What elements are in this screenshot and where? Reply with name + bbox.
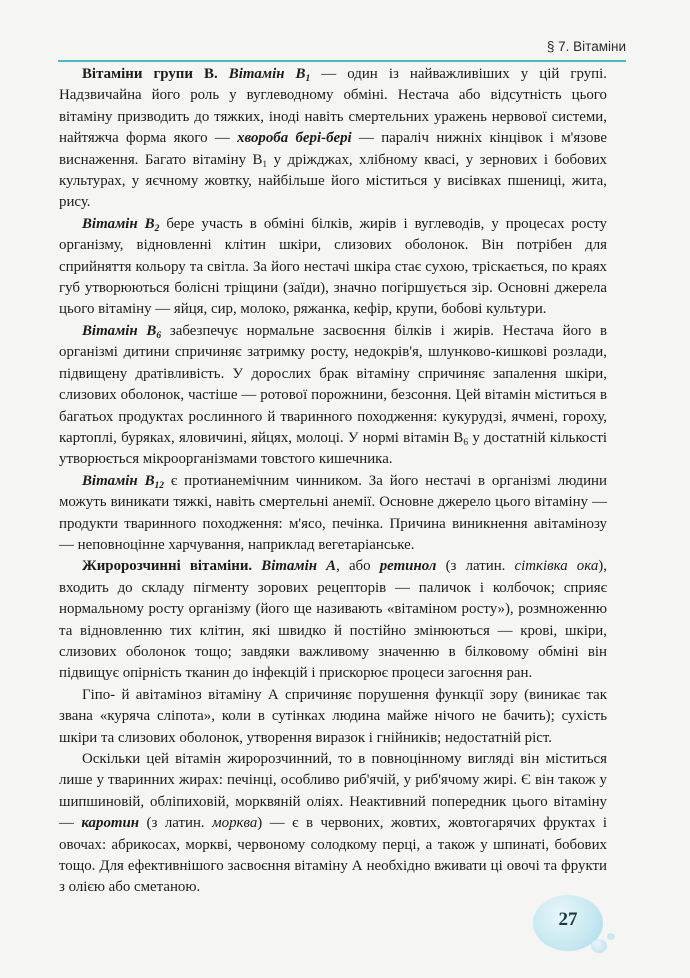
term-carotene: каротин <box>81 815 140 832</box>
bubble-dot-small <box>607 933 615 940</box>
paragraph-vitamin-a: Жиророзчинні вітаміни. Вітамін А, або ретинол (з латин. сітківка ока), входить до складу пігменту зорових рецепторів — паличок і колбочок; сприяє нормальному росту організму (його ще називають «вітаміном росту»), розмноженню та відновленню тих клітин, які швидко й постійно змінюються — крові, шкіри, слизових оболонок тощо; завдяки важливому значенню в білковому обміні він підвищує опірність тканин до інфекцій і прискорює процеси загоєння ран. <box>59 558 607 682</box>
term-beriberi: хвороба бері-бері <box>237 130 352 147</box>
term-vitamin-b6: Вітамін $В_6$ <box>82 322 162 341</box>
heading-fat-soluble: Жиророзчинні вітаміни. <box>82 558 253 575</box>
paragraph-hypovitaminosis-a: Гіпо- й авітаміноз вітаміну А спричиняє порушення функції зору (виникає так звана «куряча сліпота», коли в сутінках людина майже нічого не бачить); сухість шкіри та слизових оболонок, утворення виразок і гнійників; недостатній ріст. <box>59 686 607 746</box>
paragraph-vitamin-b2: Вітамін $В_2$ бере участь в обміні білків, жирів і вуглеводів, у процесах росту організму, відновленні клітин шкіри, слизових оболонок. Він потрібен для сприйняття кольору та світла. За його нестачі шкіра стає сухою, тріскається, по краях губ утворюються болісні тріщини (заїди), значно погіршується зір. Основні джерела цього вітаміну — яйця, сир, молоко, ряжанка, кефір, крупи, бобові культури. <box>59 215 607 318</box>
latin-gloss-carrot: морква <box>212 815 258 832</box>
page-content <box>59 64 607 899</box>
page-number: 27 <box>558 909 578 930</box>
bubble-dot <box>591 939 607 953</box>
term-retinol: ретинол <box>379 558 437 575</box>
latin-gloss-retina: сітківка ока <box>514 558 599 575</box>
paragraph-carotene: Оскільки цей вітамін жиророзчинний, то в повноцінному вигляді він міститься лише у тваринних жирах: печінці, особливо риб'ячій, у риб'ячому жирі. Є він також у шипшиновій, обліпиховій, морквяній оліях. Неактивний попередник цього вітаміну — каротин (з латин. морква) — є в червоних, жовтих, жовтогарячих фруктах і овочах: абрикосах, моркві, червоному солодкому перці, а також у шпинаті, бобових тощо. Для ефективнішого засвоєння вітаміну А необхідно вживати ці овочі та фрукти з олією або сметаною. <box>59 751 607 896</box>
term-vitamin-b2: Вітамін $В_2$ <box>82 215 160 234</box>
page-number-badge <box>533 895 603 951</box>
heading-b-group: Вітаміни групи В. <box>82 66 218 82</box>
page-header <box>58 38 626 58</box>
paragraph-vitamin-b1: Вітаміни групи В. Вітамін $В_1$ — один із найважливіших у цій групі. Надзвичайна його роль у вуглеводному обміні. Нестача або відсутність цього вітаміну призводить до тяжких, іноді навіть смертельних уражень нервової системи, найтяжча форма якого — хвороба бері-бері — параліч нижніх кінцівок і м'язове виснаження. Багато вітаміну $В_1$ у дріжджах, хлібному квасі, у зернових і бобових культурах, у яєчному жовтку, найбільше його міститься у висівках пшениці, жита, рису. <box>59 66 608 211</box>
header-divider <box>58 60 626 62</box>
paragraph-vitamin-b6: Вітамін $В_6$ забезпечує нормальне засвоєння білків і жирів. Нестача його в організмі дитини спричиняє затримку росту, недокрів'я, шлунково-кишкові розлади, підвищену дратівливість. У дорослих брак вітаміну спричиняє запалення шкіри, слизових оболонок, частіше — ротової порожнини, безсоння. Цей вітамін міститься в багатьох продуктах рослинного й тваринного походження: кукурудзі, ячмені, гороху, картоплі, буряках, яловичині, яйцях, молоці. У нормі вітамін $В_6$ у достатній кількості утворюється мікроорганізмами товстого кишечника. <box>59 322 607 468</box>
section-title: § 7. Вітаміни <box>546 39 626 54</box>
term-vitamin-a: Вітамін А <box>261 558 337 575</box>
paragraph-vitamin-b12: Вітамін $В_{12}$ є протианемічним чинником. За його нестачі в організмі людини можуть виникати тяжкі, навіть смертельні анемії. Основне джерело цього вітаміну — продукти тваринного походження: м'ясо, печінка. Причина виникнення авітамінозу — неповноцінне харчування, наприклад вегетаріанське. <box>59 472 607 553</box>
term-vitamin-b12: Вітамін $В_{12}$ <box>82 472 165 491</box>
term-vitamin-b1: Вітамін $В_1$ <box>228 66 311 84</box>
